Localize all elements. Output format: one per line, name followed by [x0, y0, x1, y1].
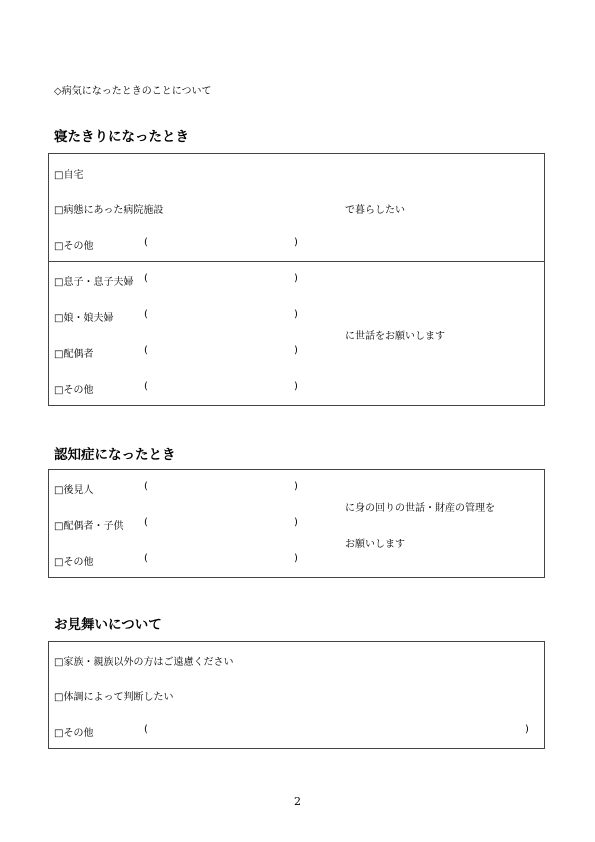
- checkbox-family-only[interactable]: □家族・親族以外の方はご遠慮ください: [54, 657, 234, 668]
- checkbox-depends[interactable]: □体調によって判断したい: [54, 692, 174, 703]
- checkbox-spouse-child[interactable]: □配偶者・子供: [54, 521, 124, 532]
- paren-open: (: [144, 273, 148, 284]
- bedridden-divider: [48, 261, 545, 262]
- paren-close: ): [294, 553, 298, 564]
- checkbox-daughter[interactable]: □娘・娘夫婦: [54, 313, 114, 324]
- paren-close: ): [294, 381, 298, 392]
- dementia-tail-line2: お願いします: [345, 539, 405, 550]
- checkbox-caregiver-other[interactable]: □その他: [54, 385, 94, 396]
- checkbox-facility[interactable]: □病態にあった病院施設: [54, 205, 164, 216]
- paren-open: (: [144, 309, 148, 320]
- paren-open: (: [144, 724, 148, 735]
- intro-text: ◇病気になったときのことについて: [54, 86, 212, 97]
- checkbox-dementia-other[interactable]: □その他: [54, 557, 94, 568]
- paren-close: ): [294, 309, 298, 320]
- paren-close: ): [294, 237, 298, 248]
- heading-bedridden: 寝たきりになったとき: [54, 129, 189, 145]
- place-tail-text: で暮らしたい: [345, 205, 405, 216]
- caregiver-tail-text: に世話をお願いします: [345, 331, 445, 342]
- checkbox-home[interactable]: □自宅: [54, 170, 84, 181]
- checkbox-spouse[interactable]: □配偶者: [54, 349, 94, 360]
- page-number: 2: [294, 795, 301, 808]
- paren-close: ): [294, 273, 298, 284]
- heading-visits: お見舞いについて: [54, 617, 162, 633]
- checkbox-place-other[interactable]: □その他: [54, 241, 94, 252]
- paren-open: (: [144, 345, 148, 356]
- paren-open: (: [144, 517, 148, 528]
- paren-open: (: [144, 553, 148, 564]
- paren-close: ): [294, 345, 298, 356]
- paren-close: ): [294, 517, 298, 528]
- paren-close: ): [294, 481, 298, 492]
- paren-open: (: [144, 481, 148, 492]
- paren-close: ): [525, 724, 529, 735]
- paren-open: (: [144, 381, 148, 392]
- heading-dementia: 認知症になったとき: [54, 447, 176, 463]
- checkbox-guardian[interactable]: □後見人: [54, 485, 94, 496]
- dementia-tail-line1: に身の回りの世話・財産の管理を: [345, 503, 495, 514]
- checkbox-visits-other[interactable]: □その他: [54, 728, 94, 739]
- paren-open: (: [144, 237, 148, 248]
- checkbox-son[interactable]: □息子・息子夫婦: [54, 277, 134, 288]
